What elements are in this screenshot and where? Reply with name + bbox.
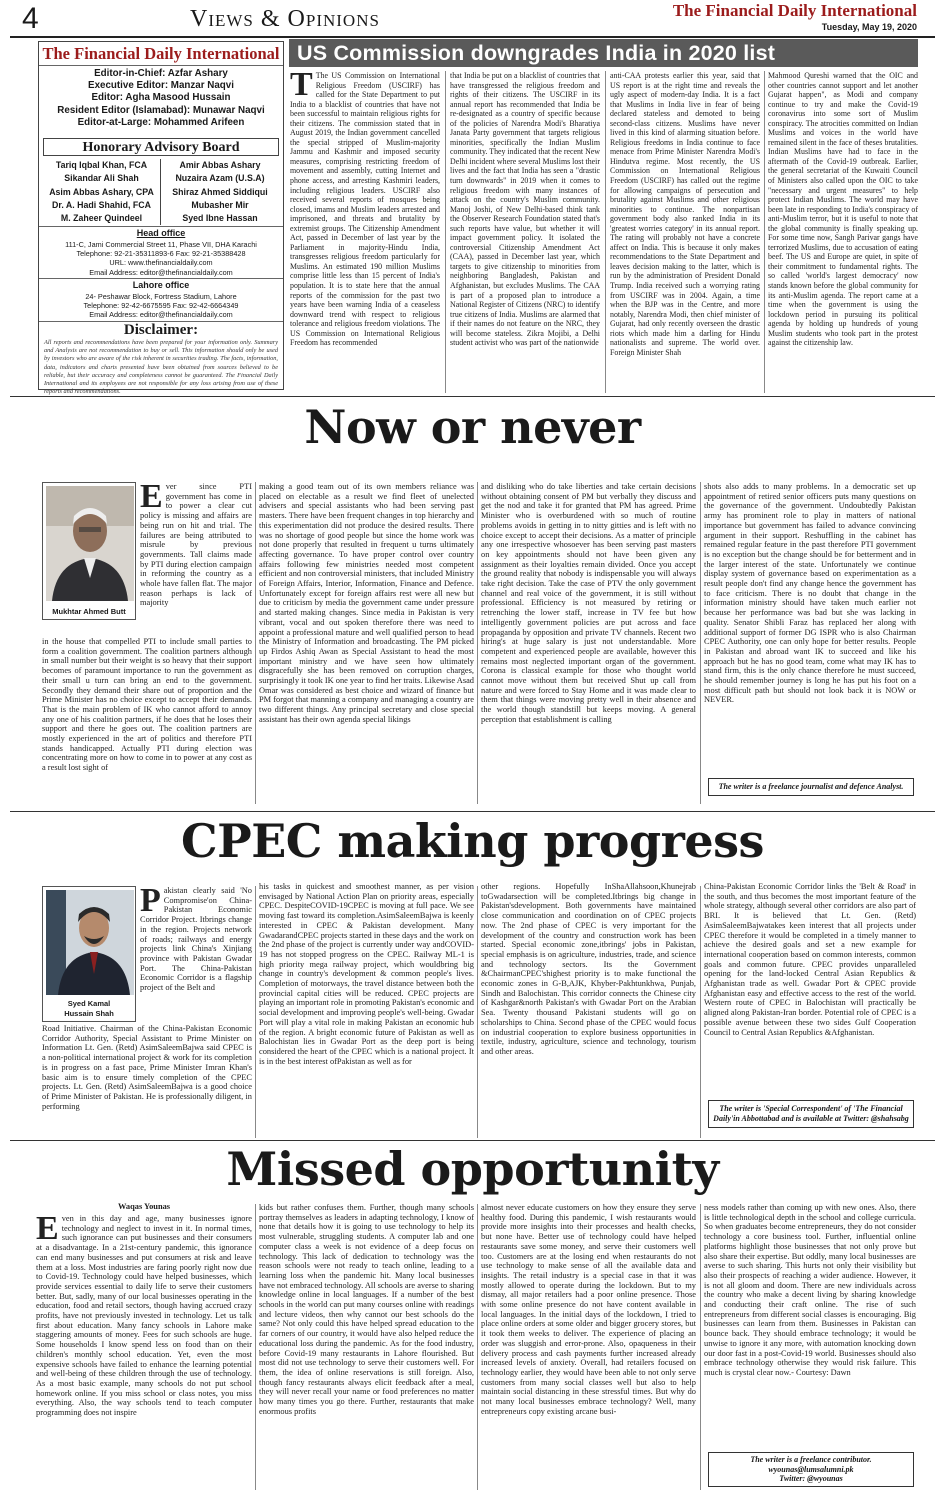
lahore-office-address <box>39 292 283 320</box>
article-column: making a good team out of its own members reliance was placed on electable as a result we find fleet of unelected advisers and special assistants who had been serving past masters. There have been frequent changes in top hierarchy and this experimentation did not produce the desired results. There was no shortage of good people but since the home work was not done properly that resulted in frequent u turns ultimately affecting governance. To have proper control over country affairs following few ministries needed most competent efficient and non controversial ministers, that included Ministry of Foreign Affairs, Interior, Information, Finance and Defence. Unfortunately except for foreign affairs rest were all new but due to criticism by media the government came under pressure and started making changes. Since media in Pakistan is very vibrant, vocal and out spoken therefore there was need to appoint a professional mature and well qualified person to head the Ministry of Information and broadcasting. The PM picked up Firdos Ashiq Awan as Special Assistant to head the most important ministry and we have seen how ultimately disgracefully she has been removed on corruption charges, surprisingly it took IK one year to find her traits. Likewise Asad Omar was considered as best choice and wizard of finance but PM forgot that manning a company and managing a country are two different things. Any principal secretary and close special assistant has their own agenda special likings <box>259 482 474 724</box>
author-name-line-2: Hussain Shah <box>64 1009 114 1018</box>
column-rule <box>605 71 606 393</box>
article-column: China-Pakistan Economic Corridor links the 'Belt & Road' in the south, and thus becomes the most important feature of the whole strategy, although several other corridors are also part of BRI. It is believed that Lt. Gen. (Retd) AsimSaleemBajwatakes keen interest that all projects under CPEC therefore it would be completed in a timely manner to achieve the desired goals and set a new example for international cooperation based on common interests, common goals and common future. CPEC provides unparalleled opening for the land-locked Central Asian Republics & Afghanistan trade as well. Gwadar Port & CPEC provide Afghanistan easy and effective access to the rest of the world. Western route of CPEC in Balochistan will practically be aligned along Pakistan-Iran border. Potential role of CPEC is a possible avenue between these two sides Gulf Cooperation Council to Central Asian Republics &Afghanistan. <box>704 882 916 1037</box>
drop-cap: E <box>36 1214 59 1247</box>
writer-tagline: The writer is 'Special Correspondent' of 'The Financial Daily'in Abbottabad and is available at Twitter: @shahsabg <box>708 1100 914 1128</box>
address-line: URL: www.thefinancialdaily.com <box>109 258 213 268</box>
page-number: 4 <box>22 2 39 35</box>
author-photo <box>42 482 136 620</box>
advisory-member: Tariq Iqbal Khan, FCA <box>55 160 148 170</box>
author-name: Mukhtar Ahmed Butt <box>52 607 126 616</box>
address-line: Telephone: 92-42-6675595 Fax: 92-42-6664349 <box>83 301 239 311</box>
column-rule <box>255 886 256 1138</box>
article-column: Road Initiative. Chairman of the China-Pakistan Economic Corridor Authority, Special Assistant to Prime Minister on Information Lt. Gen. (Retd) AsimSaleemBajwa said CPEC is a non-political international project & work for its completion is in progress on a fast pace, Prime Minister Imran Khan's basic aim is to ensure timely completion of the CPEC projects. Lt. Gen. (Retd) AsimSaleemBajwa is a good choice of Prime Minister of Pakistan. He is professionally diligent, in performing <box>42 1024 252 1111</box>
advisory-member: Mubasher Mir <box>191 199 249 210</box>
advisory-member: M. Zaheer Quindeel <box>60 213 143 224</box>
article-column <box>290 71 440 394</box>
tagline-line: The writer is a freelance contributor. <box>750 1455 872 1464</box>
column-rule <box>477 482 478 804</box>
column-rule <box>477 886 478 1138</box>
masthead: The Financial Daily International <box>672 1 917 20</box>
section-rule <box>10 1140 935 1141</box>
column-rule <box>445 71 446 393</box>
advisory-member: Syed Ibne Hassan <box>182 213 258 224</box>
advisory-member: Asim Abbas Ashary, CPA <box>49 186 154 197</box>
author-portrait-image <box>46 486 134 601</box>
column-rule <box>255 482 256 804</box>
article-column <box>36 1214 252 1490</box>
writer-tagline: The writer is a freelance journalist and defence Analyst. <box>708 778 914 796</box>
address-line: 111-C, Jami Commercial Street 11, Phase VII, DHA Karachi <box>65 240 257 249</box>
column-rule <box>700 1204 701 1490</box>
head-office-address <box>39 240 283 277</box>
article-column: other regions. Hopefully InShaAllahsoon,Khunejrab toGwadarsection will be completed.Itbrings big change in Pakistan'sdevelopment. Both governments have maintained close communication and coordination on of CPEC projects now. The 2nd phase of CPEC is very important for the development of the country and construction work has been started. Special economic zone,itbrings' jobs in Pakistan, special emphasis is on agriculture, industries, trade, and science and technology sectors. Its the Government &ChairmanCPEC'shighest priority is to make functional the economic zones in G-B,AJK, Khyber-Pakhtunkhwa, Punjab, Sindh and Balochistan. This corridor connects the Chinese city of Kashgar&north Pakistan's with Gwadar Port on the Arabian Sea. Twenty thousand Pakistani students will go on scholarships to China. Second phase of the CPEC would focus on industrial cooperation to explore business opportunities in textile, industry, agriculture, science and technology, tourism and other areas. <box>481 882 696 1056</box>
advisory-member: Sikandar Ali Shah <box>64 173 139 184</box>
article-column: shots also adds to many problems. In a democratic set up appointment of retired senior officers puts many questions on the governance of the government. Undoubtedly Pakistan army has prominent role to play in matters of national importance but government has failed to advance convincing argument in their support. Reshuffling in the cabinet has remained regular feature in the past therefore PTI government is no exception but the change should be for betterment and in the larger interest of the state. Unfortunately we continue display system of governance based on experimentation as a result people don't find any change hence the government has to face criticism. There is no doubt that change in the information ministry should have taken much earlier not because her performance was bad but she was lacking in quality. Senator Shibli Faraz has replaced her along with additional support of former DG ISPR who is also Chairman CPEC Authority, one can only hope for better results. People in Pakistan and abroad want IK to succeed and like his approach but he has no good team, come what may IK has to stand firm, this is the only chance therefore he must succeed, he should remember journey is long he has put his foot on a most difficult path but should not look back it is NOW or NEVER. <box>704 482 916 705</box>
drop-cap: E <box>140 482 163 515</box>
advisory-member: Nuzaira Azam (U.S.A) <box>175 173 265 184</box>
sidebar-masthead: The Financial Daily International <box>39 42 283 66</box>
author-portrait-image <box>46 890 134 995</box>
divider <box>39 278 283 279</box>
editor-list <box>39 68 283 129</box>
advisory-member: Shiraz Ahmed Siddiqui <box>172 186 268 197</box>
head-office-title: Head office <box>136 228 186 238</box>
advisory-column-right <box>161 159 279 225</box>
article-column: his tasks in quickest and smoothest manner, as per vision envisaged by National Action Plan on priority areas, especially CPEC. DespiteCOVID-19CPEC is moving at full pace. We see moving fast toward its completion.AsimSaleemBajwa is keenly interested in CPEC & Pakistan development. Many GwadarandCPEC projects started in these days and the work on the 2nd phase of the project is currently under way andCOVID-19 has not stopped progress on the CPEC. Railway ML-1 is high priority mega railway project, which wouldbring big change in country's development & common people's lives. Completion of motorways, the travel distance between both the provincial capital cities will be reduced. CPEC projects are playing an important role in promoting Pakistan's economic and social development and improving people's well-being. Gwadar Port will play a vital role in making Pakistan an economic hub of the region. A bright economic future of Pakistan as well as Balochistan lies in Gwadar Port as the deep port is being considered the heart of the CPEC which is a national project. It is in the best interest ofPakistan as well as for <box>259 882 474 1066</box>
missed-opportunity-headline: Missed opportunity <box>226 1142 719 1196</box>
article-column: and disliking who do take liberties and take certain decisions without obtaining consent of PM but verbally they discuss and get the nod and take it for granted that PM has agreed. Prime Minister who is overburdened with so much of routine problems avoids in getting in to nitty gitties and is left with no choice except to accept their decisions. As a matter of principle any one irrespective whosoever has been serving past masters on key appointments should not have been given any assignment as their loyalties remain divided. Once you accept the ground reality that nobody is indispensable you will always take right decision. Take the case of PTV the only government channel and real voice of the government, it is still without professional. Efficiency is not measured by retiring or retrenching the lower staff, increase in TV fee but how intelligently government policies are put across and face propaganda by opposition and private TV channels. Recent two hiring's at huge salary is just not understandable. More competent and experienced people are available, however this remains most neglected important organ of the government. Corona is classical example for those who thought world cannot move without them but received Shut up call from nature and were forced to Stay Home and it was made clear to them that things were moving pretty well in their absence and the world though standstill but keeps moving. A general perception that establishment is calling <box>481 482 696 724</box>
article-column: anti-CAA protests earlier this year, said that US report is at the right time and reveals the ugly aspect of modern-day India. It is a fact that Muslims in India live in fear of being declared stateless and demoted to being second-class citizens. Muslims have never lived in this kind of alarming situation before. Religious freedoms in India continue to face menace from Prime Minister Narendra Modi's Hindutva regime. Most recently, the US Commission on International Religious Freedom (USCIRF) has called out the regime for allowing campaigns of persecution and brutality against Muslims and other religious minorities to continue. The nonpartisan government body also ranked India in its 'greatest worries category' in its annual report. The rating will probably not have a concrete affect on India. This is because it only makes recommendations to the State Department and leaves decision making to the latter, which is run by the administration of President Donald Trump. India received such a worrying rating from USCIRF was in 2004. Again, a time when the BJP was in the Centre, and more notably, Narendra Modi, then chief minister of Gujarat, had only recently overseen the drastic riots which made him a darling for Hindu nationalists and supreme. The world over. Foreign Minister Shah <box>610 71 760 357</box>
now-or-never-headline: Now or never <box>304 400 641 454</box>
author-photo <box>42 886 136 1022</box>
address-line: Telephone: 92-21-35311893-6 Fax: 92-21-35388428 <box>76 249 246 259</box>
column-rule <box>700 482 701 804</box>
article-column <box>140 886 252 1024</box>
issue-date: Tuesday, May 19, 2020 <box>821 22 917 32</box>
article-column: ness models rather than coming up with new ones. Also, there is little technological depth in the school and college curricula. So when graduates become entrepreneurs, they do not consider technology a core business tool. Further, influential online platforms highlight those businesses that not only prove but also share their expertise. But oddly, many local businesses are averse to such sharing. This hurts not only their visibility but also their prospects of reaching a wider audience. However, it is not all gloom and doom. There are new individuals across the country who make a decent living by sharing knowledge and conducting their craft online. The rise of such entrepreneurs from different social classes is encouraging. Big businesses can learn from them. Businesses in Pakistan can bounce back. They should embrace technology; it would be unwise to ignore it any more, with automation knocking down our door fast in a post-Covid-19 world. Businesses should also embrace technology otherwise they would risk failure. This much is crystal clear now.- Courtesy: Dawn <box>704 1203 916 1377</box>
section-rule <box>10 396 935 397</box>
column-rule <box>700 886 701 1138</box>
editor-line: Editor-in-Chief: Azfar Ashary <box>94 68 228 79</box>
address-line: Email Address: editor@thefinancialdaily.com <box>89 267 233 277</box>
address-line: 24- Peshawar Block, Fortress Stadium, Lahore <box>85 292 237 301</box>
editor-line: Executive Editor: Manzar Naqvi <box>88 80 234 92</box>
column-text: The US Commission on International Religious Freedom (USCIRF) has called for the State Department to put India to a blacklist of countries that have not been successful to maintain religious rights for their citizens. The commission stated that in August 2019, the Indian government cancelled the special stripped of Muslim-majority Jammu and Kashmir and imposed security measures, comprising restricting freedom of movement and assembly, cutting Internet and phone access, and arresting Kashmiri leaders, including religious leaders. USCIRF also received several reports of mosques being closed, imams and Muslim leaders arrested and imprisoned, and threats and brutality by extremist groups. The Citizenship Amendment Act, passed in December of last year by the Parliament in majority-Hindu India, transgresses religious freedom particularly for Muslims. An estimated 190 million Muslims comprise little less than 15 percent of India's population. It is to state here that the annual reports of the commission for the past two years have been warning India of a ceaseless downward trend with respect to religious tolerance and religious freedom violations. The US Commission on International Religious Freedom has recommended <box>290 71 440 348</box>
article-column: kids but rather confuses them. Further, though many schools portray themselves as leaders in adapting technology, I know of none that details how it is going to use technology to help its most vulnerable, struggling students. A computer lab and one computer class a week is not evidence of a deep focus on technology. This lack of dedication to technology was the reason schools were not ready to teach online, leading to a learning loss when the pandemic hit. Many local businesses have not embraced technology. All schools are averse to sharing knowledge online in local languages. If a number of the best schools in the world can put many courses online with readings and lecture videos, then why cannot our best schools do the same? Not only could this have helped spread education to the far corners of our country, it would have also helped reduce the educational loss during the pandemic. As for the food industry, before Covid-19 many restaurants in Lahore flourished. But most did not use technology to serve their customers well. For them, the idea of online reservations is still foreign. Also, though fancy restaurants always elicit feedback after a meal, they will never recall your name or food preferences no matter how many times you go there. Further, restaurants that make enormous profits <box>259 1203 474 1416</box>
article-column <box>140 482 252 637</box>
column-rule <box>255 1204 256 1490</box>
writer-tagline <box>708 1452 914 1487</box>
column-rule <box>764 71 765 393</box>
article-column: almost never educate customers on how they ensure they serve healthy food. During this pandemic, I wish restaurants would provide more insights into their processes and health checks, but none have. Better use of technology could have helped restaurants save some money, and serve their customers well too. Customers are at the losing end when restaurants do not use technology to make sense of all the available data and insights. The retail industry is a special case in that it was mostly allowed to operate during the lockdown. But to my dismay, all major retailers had a poor online presence. Those with some online presence do not have content available in local languages. In the initial days of the lockdown, I tried to place online orders at some older and bigger grocery stores, but it took them weeks to deliver. The experience of placing an order was sluggish and error-prone. Also, opaqueness in their delivery process and cash payments further increased already increased levels of anxiety. Overall, had retailers focused on technology earlier, they would have been able to not only serve customers from many social classes well but also to help maintain social distancing in these stressful times. But why do not many local businesses embrace technology? Well, many entrepreneurs copy existing arcane busi- <box>481 1203 696 1416</box>
advisory-member: Amir Abbas Ashary <box>179 160 261 170</box>
header-rule <box>10 36 935 38</box>
lahore-office-title: Lahore office <box>132 280 190 290</box>
editor-line: Resident Editor (Islamabad): Munawar Naqvi <box>57 104 265 116</box>
tagline-line: wyounas@lumsalumni.pk <box>768 1464 854 1474</box>
us-commission-headline: US Commission downgrades India in 2020 list <box>289 39 918 67</box>
author-name-line-1: Syed Kamal <box>67 999 111 1008</box>
drop-cap: T <box>290 71 313 103</box>
article-column: that India be put on a blacklist of countries that have transgressed the religious freedom and rights of their citizens. The USCIRF in its annual report has recommended that India be re-designated as a country of specific because of the policies of Narendra Modi's Bharatiya Janata Party government that targets religious minorities, specifically the Indian Muslim community. They indicated that the recent New Delhi incident where several Muslims lost their lives and the fact that India has seen a "drastic turn downwards" in 2019 when it comes to religious freedom with many instances of attack on the country's Muslim community. Manoj Joshi, of New Delhi-based think tank the Observer Research Foundation stated that's such reports have value, but whether it will impact government policy. It isolated the controversial Citizenship Amendment Act (CAA), passed in December last year, which targets to give citizenship to minorities from neighboring Bangladesh, Pakistan and Afghanistan, but excludes Muslims. The CAA is part of a proposed plan to introduce a National Register of Citizens (NRC) to identify true citizens of India. Muslims are alarmed that if their names do not feature on the NRC, they will become stateless. Zikra Mojibi, a Delhi student activist who was part of the nationwide <box>450 71 600 348</box>
advisory-column-left <box>43 159 161 225</box>
editorial-box <box>38 41 284 396</box>
section-title: Views & Opinions <box>190 6 380 32</box>
article-column: in the house that compelled PTI to include small parties to form a coalition government. The coalition partners although in small number but their weight is so heavy that their support becomes of paramount importance to run the government as their small u turn can bring an end to the government. Secondly they demand their share out of proportion and the Prime Minister has no choice except to accept their demands. That is the main problem of IK who cannot afford to annoy any one of his coalition partners, if he does that he loses their support and there he goes out. The coalition partners are mostly experienced in the art of politics and therefore PTI stands handicapped. Actually PTI during election was concentrating more on how to come in to power at any cost as a result lost sight of <box>42 637 252 773</box>
author-name: Waqas Younas <box>118 1202 171 1211</box>
disclaimer-title: Disclaimer: <box>123 322 199 338</box>
article-column: Mahmood Qureshi warned that the OIC and other countries cannot support and let another Gujarat happen", as Modi and company continue to try and make the Covid-19 coronavirus into some sort of Muslim conspiracy. The atrocities committed on Indian Muslims and voices in the world have remained silent in the face of theses brutalities. Indian Muslims have had to face in the aftermath of the Covid-19 outbreak. Earlier, the general secretariat of the Kuwaiti Council of Ministers also called upon the OIC to take "necessary and urgent measures" to help protect Indian Muslims. The world may have been late in responding to India's conspiracy of anti-Muslim terror, but it is useful to note that the global community is finally speaking up. For some time now, Sangh Parivar gangs have terrorized Muslims, due to accusation of eating beef. The US and Europe are quiet, in spite of their commitment to fundamental rights. The so called 'world's largest democracy' now stands known before the global community for its anti-Muslim agenda. The report came at a time when the government is using the lockdown period in pursuing its political agenda by holding up hundreds of young Muslim students who took part in the protest against the citizenship law. <box>768 71 918 348</box>
column-text: ver since PTI government has come in to power a clear cut policy is missing and affairs are being run on hit and trial. The failures are being attributed to misrule by previous governments. Tall claims made by PTI during election campaign in reforming the country as a whole have fallen flat. The major reason perhaps is lack of majority <box>140 482 252 608</box>
tagline-line: Twitter: @wyounas <box>779 1474 843 1483</box>
advisory-board-title: Honorary Advisory Board <box>43 138 279 156</box>
column-text: akistan clearly said 'No Compromise'on China-Pakistan Economic Corridor Project. Itbrings change in the region. Projects network of roads; railways and energy projects link China's Xinjiang province with Pakistan Gwadar Port. The China-Pakistan Economic Corridor is a flagship project of the Belt and <box>140 886 252 993</box>
editor-line: Editor-at-Large: Mohammed Arifeen <box>77 116 245 128</box>
address-line: Email Address: editor@thefinancialdaily.com <box>89 310 233 320</box>
advisory-member: Dr. A. Hadi Shahid, FCA <box>52 199 151 210</box>
column-text: ven in this day and age, many businesses ignore technology and neglect to invest in it. In normal times, such ignorance can put businesses and their consumers at a disadvantage. In a 21st-century pandemic, this ignorance can end many businesses and put consumers at risk and leave them at a loss. Most industries are faring poorly right now due to Covid-19. Technology could have helped businesses, which provide services essential to daily life to serve their customers better. But, sadly, many of our local businesses operating in the education, food and retail sectors, though having accrued crazy profits, have not previously invested in technology. Let us talk first about education. Many fancy schools in Lahore make staggering amounts of money. Fees for such schools are huge. Some households I know spend less on food than on their children's monthly school education. Yet, even the most expensive schools have failed to enhance the learning potential and well-being of these children through the use of technology. As a most basic example, many schools do not put school homework online. If you miss school or class notes, you miss everything. Also, the way schools tend to teach computer programming does not inspire <box>36 1214 252 1418</box>
column-rule <box>477 1204 478 1490</box>
section-rule <box>10 811 935 812</box>
cpec-headline: CPEC making progress <box>181 814 764 868</box>
divider <box>39 226 283 227</box>
disclaimer-text: All reports and recommendations have been prepared for your information only. Summary and Analysis are not recommendation to buy or sell. This information should only be used by investors who are aware of the risk inherent in securities trading. The facts, information, data, indicators and charts presented have been obtained from sources believed to be reliable, but their accuracy and completeness cannot be guaranteed. The Financial Daily International and its employees are not responsible for any loss arising from use of these reports and recommendations. <box>44 339 278 396</box>
editor-line: Editor: Agha Masood Hussain <box>91 92 231 104</box>
drop-cap: P <box>140 886 161 919</box>
